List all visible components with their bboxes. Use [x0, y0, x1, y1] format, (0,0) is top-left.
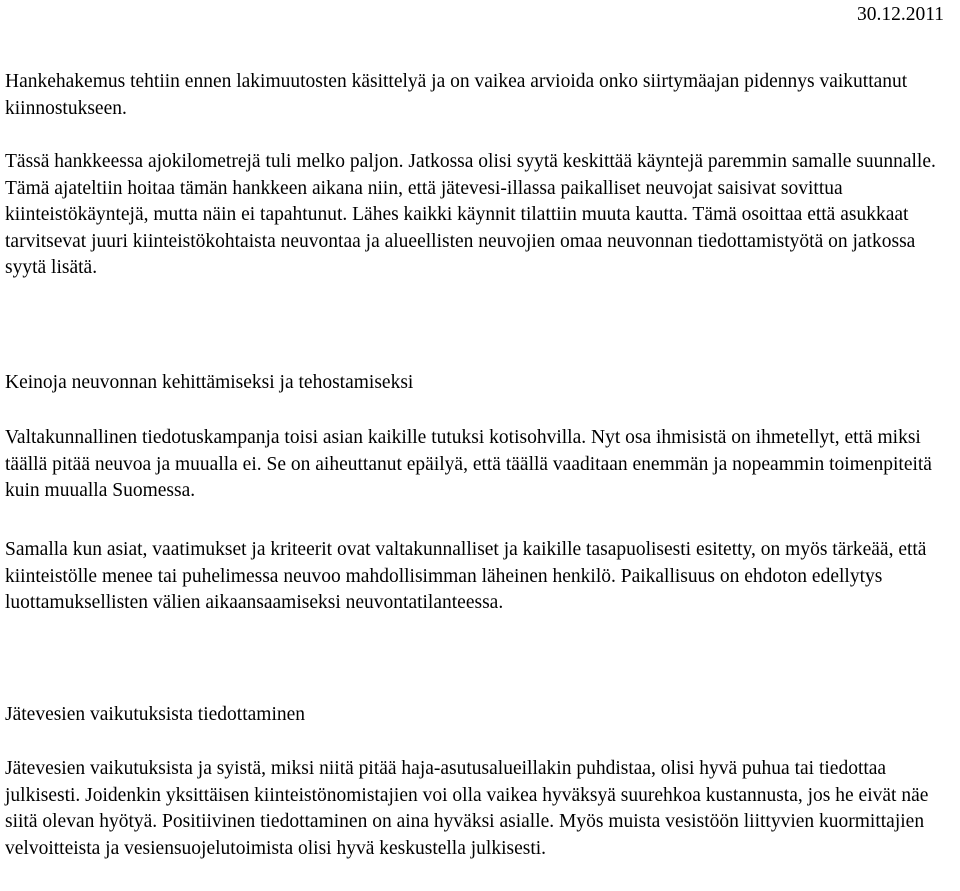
paragraph-wastewater-effects: Jätevesien vaikutuksista ja syistä, miksi niitä pitää haja-asutusalueillakin puhdistaa, olisi hyvä puhua tai tiedottaa julkisesti. Joidenkin yksittäisen kiinteistönomistajien voi olla vaikea hyväksyä suurehkoa kustannusta, jos he eivät näe siitä olevan hyötyä. Positiivinen tiedottaminen on aina hyväksi asialle. Myös muista vesistöön liittyvien kuormittajien velvoitteista ja vesiensuojelutoimista olisi hyvä keskustella julkisesti.	[5, 758, 929, 859]
paragraph-project-application: Hankehakemus tehtiin ennen lakimuutosten käsittelyä ja on vaikea arvioida onko siirtymäajan pidennys vaikuttanut kiinnostukseen.	[5, 71, 908, 119]
paragraph-mileage: Tässä hankkeessa ajokilometrejä tuli melko paljon. Jatkossa olisi syytä keskittää käyntejä paremmin samalle suunnalle. Tämä ajateltiin hoitaa tämän hankkeen aikana niin, että jätevesi-illassa paikalliset neuvojat saisivat sovittua kiinteistökäyntejä, mutta näin ei tapahtunut. Lähes kaikki käynnit tilattiin muuta kautta. Tämä osoittaa että asukkaat tarvitsevat juuri kiinteistökohtaista neuvontaa ja alueellisten neuvojien omaa neuvonnan tiedottamistyötä on jatkossa syytä lisätä.	[5, 151, 936, 278]
paragraph-local-advisor: Samalla kun asiat, vaatimukset ja kriteerit ovat valtakunnalliset ja kaikille tasapuolisesti esitetty, on myös tärkeää, että kiinteistölle menee tai puhelimessa neuvoo mahdollisimman läheinen henkilö. Paikallisuus on ehdoton edellytys luottamuksellisten välien aikaansaamiseksi neuvontatilanteessa.	[5, 539, 927, 613]
section-heading-improvement: Keinoja neuvonnan kehittämiseksi ja tehostamiseksi	[5, 372, 414, 393]
paragraph-national-campaign: Valtakunnallinen tiedotuskampanja toisi asian kaikille tutuksi kotisohvilla. Nyt osa ihmisistä on ihmetellyt, että miksi täällä pitää neuvoa ja muualla ei. Se on aiheuttanut epäilyä, että täällä vaaditaan enemmän ja nopeammin toimenpiteitä kuin muualla Suomessa.	[5, 427, 932, 501]
section-heading-wastewater-info: Jätevesien vaikutuksista tiedottaminen	[5, 704, 306, 725]
document-date: 30.12.2011	[856, 4, 944, 25]
